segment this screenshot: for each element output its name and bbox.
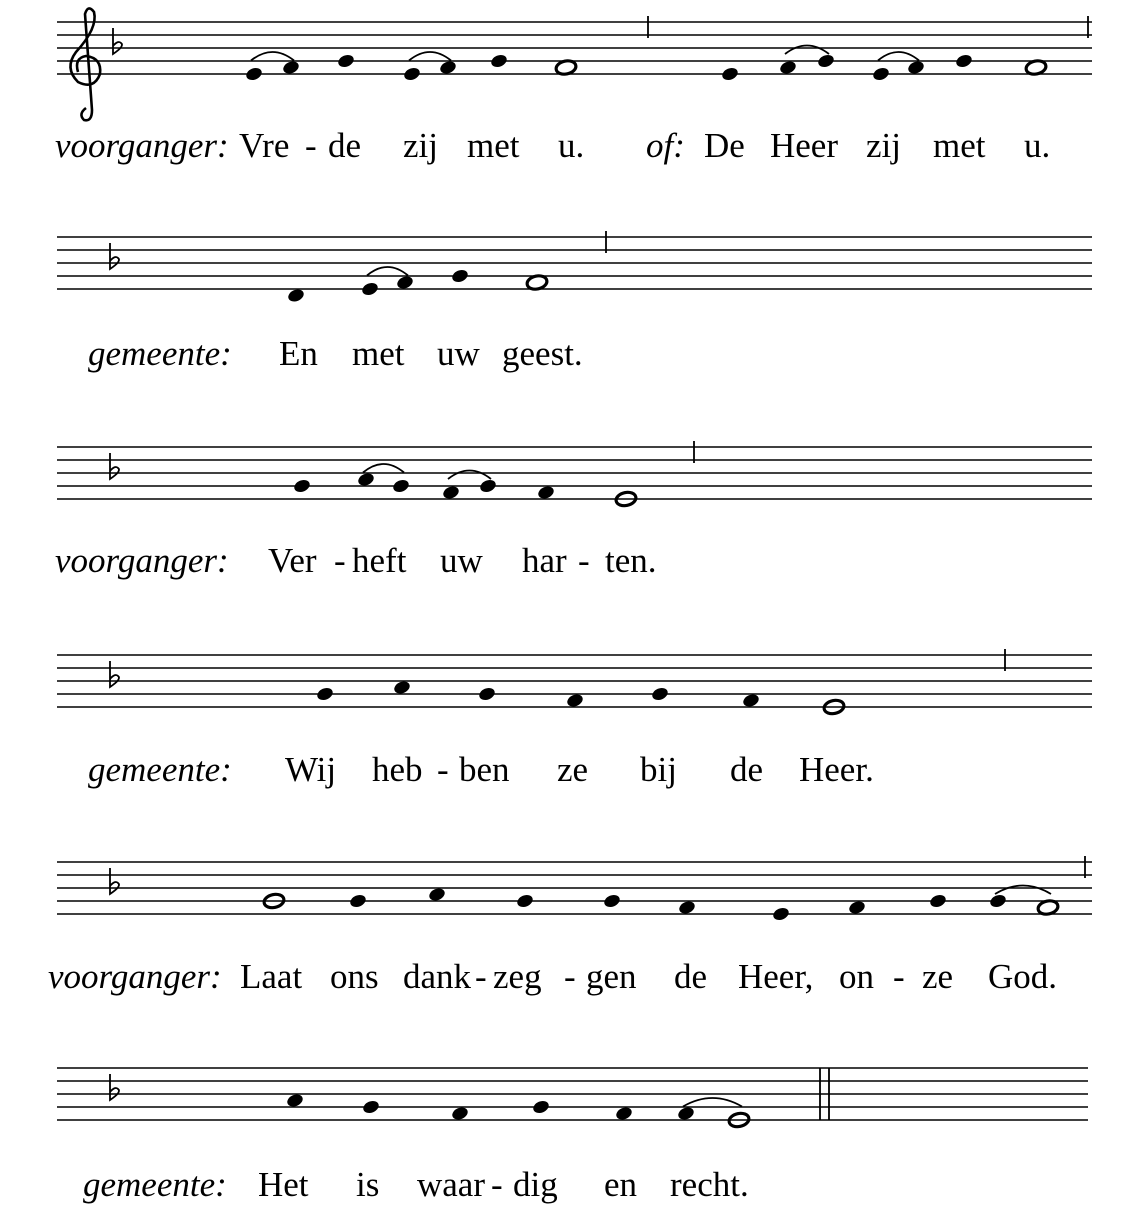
note-head (292, 478, 311, 494)
flat-key-signature (110, 453, 119, 479)
lyric-syllable: geest. (502, 334, 583, 373)
note-head (954, 53, 973, 69)
role-label-gemeente: gemeente: (88, 750, 232, 789)
role-label-voorganger: voorganger: (55, 126, 229, 165)
note-head (477, 686, 496, 702)
note-head (336, 53, 355, 69)
lyric-syllable: de (328, 126, 362, 165)
lyric-syllable: heft (352, 541, 407, 580)
lyric-syllable: Vre (239, 126, 290, 165)
role-label-gemeente: gemeente: (83, 1165, 227, 1204)
slur (409, 52, 451, 61)
note-head (348, 893, 367, 909)
slur (785, 46, 829, 55)
note-head (361, 1099, 380, 1115)
lyric-syllable: ons (330, 957, 379, 996)
lyric-syllable: Ver (268, 541, 317, 580)
note-head (315, 686, 334, 702)
note-head (988, 893, 1007, 909)
lyric-syllable: de (730, 750, 764, 789)
note-head (928, 893, 947, 909)
lyric-hyphen: - (305, 126, 317, 165)
note-head (531, 1099, 550, 1115)
flat-key-signature (110, 1074, 119, 1100)
lyric-hyphen: - (475, 957, 487, 996)
flat-key-signature (110, 868, 119, 894)
lyric-syllable: ze (922, 957, 954, 996)
lyric-syllable: ze (557, 750, 589, 789)
note-head (816, 53, 835, 69)
lyric-syllable: zij (403, 126, 438, 165)
note-head (871, 66, 890, 82)
slur (995, 886, 1051, 895)
lyric-syllable: met (467, 126, 520, 165)
lyric-syllable: Laat (240, 957, 303, 996)
note-head (771, 906, 790, 922)
lyric-hyphen: - (578, 541, 590, 580)
lyric-syllable: Het (258, 1165, 309, 1204)
lyric-syllable: Wij (285, 750, 337, 789)
lyric-syllable: u. (558, 126, 585, 165)
role-label-voorganger: voorganger: (48, 957, 222, 996)
lyric-syllable: recht. (670, 1165, 749, 1204)
lyric-hyphen: - (334, 541, 346, 580)
lyric-syllable: Heer. (799, 750, 874, 789)
lyric-syllable: dank (403, 957, 472, 996)
note-head (720, 66, 739, 82)
lyric-syllable: en (604, 1165, 638, 1204)
lyric-syllable: dig (513, 1165, 558, 1204)
flat-key-signature (110, 243, 119, 269)
lyric-syllable: ten. (605, 541, 657, 580)
lyric-syllable: gen (586, 957, 637, 996)
note-head (478, 478, 497, 494)
note-head (489, 53, 508, 69)
slur (878, 52, 919, 61)
lyric-syllable: uw (440, 541, 483, 580)
lyric-syllable: En (279, 334, 318, 373)
lyric-syllable: De (704, 126, 745, 165)
note-head (602, 893, 621, 909)
lyric-syllable: on (839, 957, 874, 996)
lyric-syllable: is (356, 1165, 380, 1204)
lyric-hyphen: - (893, 957, 905, 996)
slur (363, 464, 404, 473)
lyric-hyphen: - (437, 750, 449, 789)
lyric-syllable: met (933, 126, 986, 165)
note-head (391, 478, 410, 494)
lyric-syllable: met (352, 334, 405, 373)
lyric-syllable: heb (372, 750, 423, 789)
lyric-hyphen: - (564, 957, 576, 996)
note-head (244, 66, 263, 82)
lyric-syllable: bij (640, 750, 677, 789)
lyric-syllable: zij (866, 126, 901, 165)
role-label-gemeente: gemeente: (88, 334, 232, 373)
role-label-of: of: (646, 126, 685, 165)
lyric-syllable: Heer, (738, 957, 814, 996)
lyric-syllable: waar (417, 1165, 486, 1204)
role-label-voorganger: voorganger: (55, 541, 229, 580)
lyric-syllable: uw (437, 334, 480, 373)
slur (683, 1098, 742, 1107)
treble-clef-icon (70, 8, 100, 120)
lyric-syllable: de (674, 957, 708, 996)
lyric-syllable: ben (459, 750, 510, 789)
note-head (515, 893, 534, 909)
lyric-syllable: God. (988, 957, 1058, 996)
note-head (402, 66, 421, 82)
flat-key-signature (113, 28, 122, 54)
note-head (360, 281, 379, 297)
slur (251, 52, 294, 61)
slur (367, 267, 408, 276)
lyric-hyphen: - (491, 1165, 503, 1204)
lyric-syllable: u. (1024, 126, 1051, 165)
lyric-syllable: zeg (493, 957, 542, 996)
note-head (450, 268, 469, 284)
lyric-syllable: har (522, 541, 567, 580)
slur (448, 471, 491, 480)
note-head (650, 686, 669, 702)
flat-key-signature (110, 661, 119, 687)
lyric-syllable: Heer (770, 126, 839, 165)
